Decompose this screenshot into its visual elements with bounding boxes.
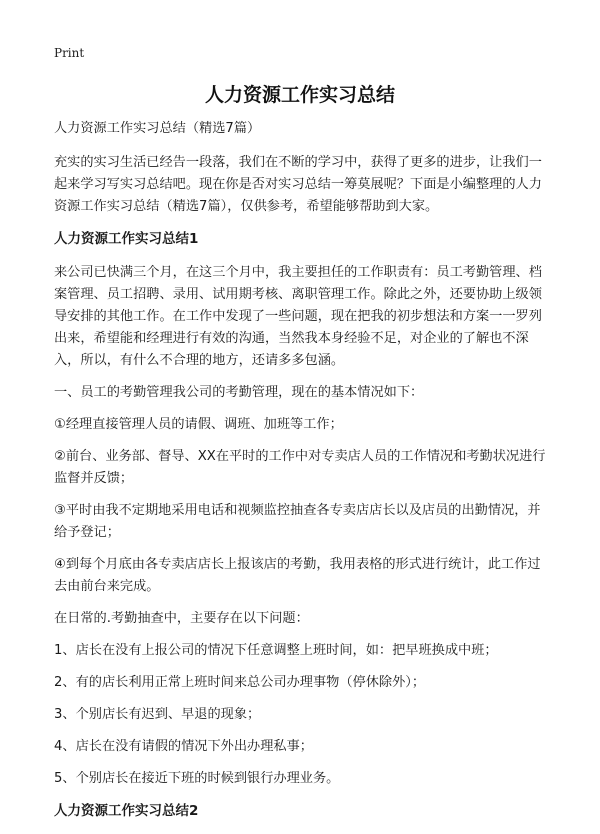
document-body	[54, 118, 550, 834]
list-item: 2、有的店长利用正常上班时间来总公司办理事物（停休除外）；	[54, 675, 426, 690]
intro-paragraph: 充实的实习生活已经告一段落，我们在不断的学习中，获得了更多的进步，让我们一起来学习写实习总结吧。现在你是否对实习总结一筹莫展呢？下面是小编整理的人力资源工作实习总结（精选7篇），仅供参考，希望能够帮助到大家。	[54, 155, 542, 214]
list-item: 1、店长在没有上报公司的情况下任意调整上班时间，如：把早班换成中班；	[54, 643, 498, 658]
list-item: ③平时由我不定期地采用电话和视频监控抽查各专卖店店长以及店员的出勤情况，并给予登记；	[54, 503, 541, 540]
print-label[interactable]: Print	[54, 46, 85, 60]
paragraph: 来公司已快满三个月，在这三个月中，我主要担任的工作职责有：员工考勤管理、档案管理、员工招聘、录用、试用期考核、离职管理工作。除此之外，还要协助上级领导安排的其他工作。在工作中发现了一些问题，现在把我的初步想法和方案一一罗列出来，希望能和经理进行有效的沟通，当然我本身经验不足，对企业的了解也不深入，所以，有什么不合理的地方，还请多多包涵。	[54, 265, 542, 368]
paragraph: 在日常的.考勤抽查中，主要存在以下问题：	[54, 611, 309, 626]
list-item: 3、个别店长有迟到、早退的现象；	[54, 707, 261, 722]
list-item: 4、店长在没有请假的情况下外出办理私事；	[54, 739, 313, 754]
list-item: ④到每个月底由各专卖店店长上报该店的考勤，我用表格的形式进行统计，此工作过去由前台来完成。	[54, 557, 541, 594]
document-subtitle: 人力资源工作实习总结（精选7篇）	[54, 121, 261, 136]
page-title: 人力资源工作实习总结	[204, 84, 395, 106]
section-heading-1: 人力资源工作实习总结1	[54, 231, 199, 247]
list-item: 5、个别店长在接近下班的时候到银行办理业务。	[54, 771, 340, 786]
paragraph: 一、员工的考勤管理我公司的考勤管理，现在的基本情况如下：	[54, 385, 424, 400]
section-heading-2: 人力资源工作实习总结2	[54, 803, 199, 819]
list-item: ①经理直接管理人员的请假、调班、加班等工作；	[54, 417, 343, 432]
list-item: ②前台、业务部、督导、XX在平时的工作中对专卖店人员的工作情况和考勤状况进行监督并反馈；	[54, 449, 546, 486]
